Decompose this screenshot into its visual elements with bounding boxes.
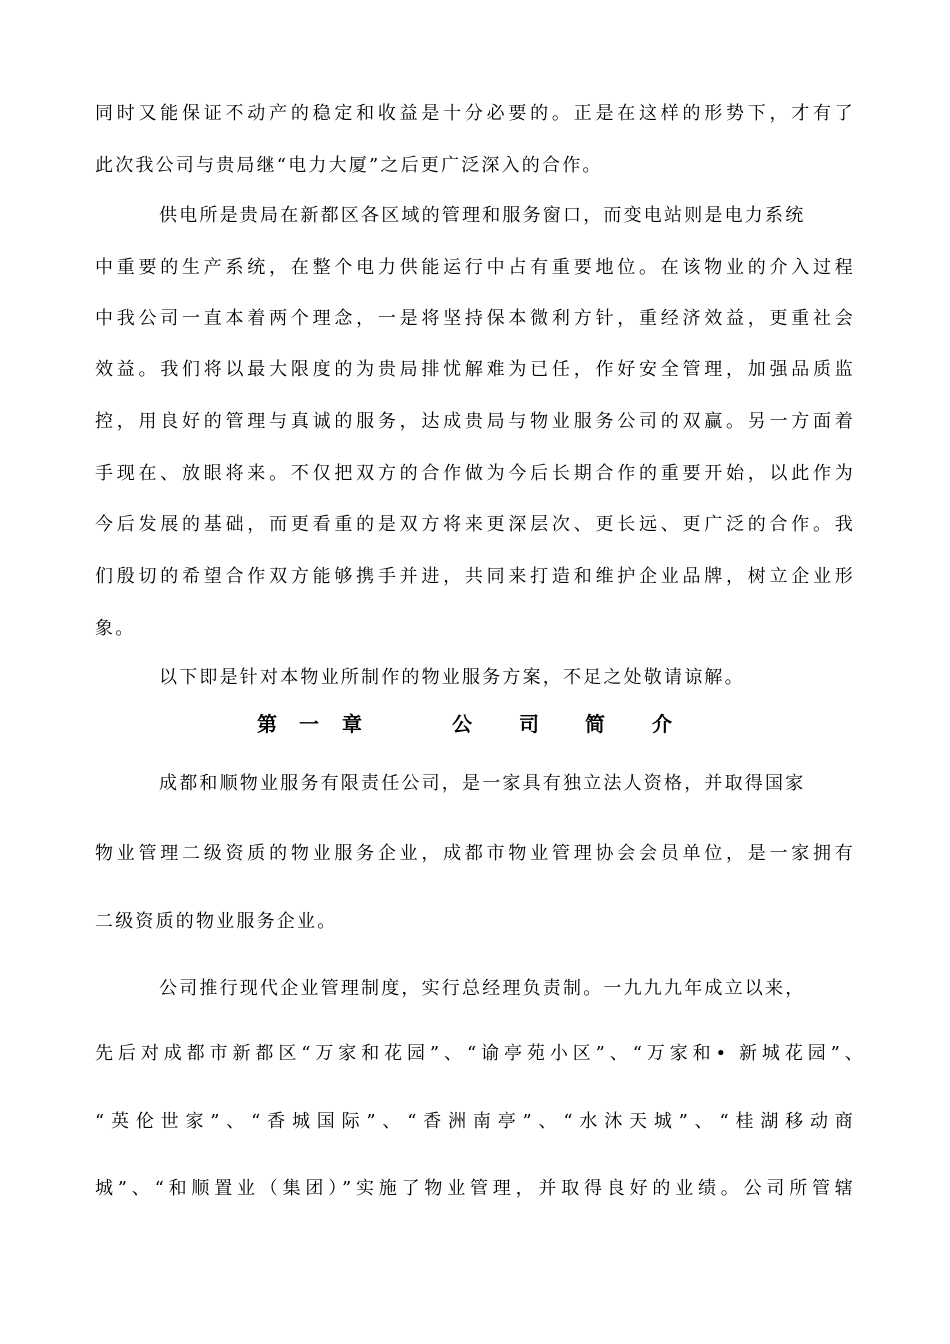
paragraph-line: 中重要的生产系统，在整个电力供能运行中占有重要地位。在该物业的介入过程 — [95, 257, 855, 278]
paragraph-line: 城”、“和顺置业（集团）”实施了物业管理，并取得良好的业绩。公司所管辖 — [95, 1178, 855, 1199]
paragraph-line: 今后发展的基础，而更看重的是双方将来更深层次、更长远、更广泛的合作。我 — [95, 514, 855, 535]
paragraph-line: 物业管理二级资质的物业服务企业，成都市物业管理协会会员单位，是一家拥有 — [95, 843, 855, 864]
paragraph-line: 中我公司一直本着两个理念，一是将坚持保本微利方针，重经济效益，更重社会 — [95, 308, 855, 329]
paragraph-line: 们殷切的希望合作双方能够携手并进，共同来打造和维护企业品牌，树立企业形 — [95, 566, 855, 587]
paragraph-line: 供电所是贵局在新都区各区域的管理和服务窗口，而变电站则是电力系统 — [159, 205, 806, 226]
paragraph-line: 公司推行现代企业管理制度，实行总经理负责制。一九九九年成立以来， — [159, 978, 806, 999]
paragraph-line: 象。 — [95, 618, 136, 639]
chapter-number-char: 一 — [299, 712, 319, 736]
chapter-title-char: 介 — [652, 712, 672, 736]
paragraph-line: 控，用良好的管理与真诚的服务，达成贵局与物业服务公司的双赢。另一方面着 — [95, 411, 855, 432]
paragraph-line: 先后对成都市新都区“万家和花园”、“谕亭苑小区”、“万家和• 新城花园”、 — [95, 1043, 865, 1064]
chapter-heading — [0, 709, 950, 739]
chapter-number-char: 第 — [257, 712, 277, 736]
paragraph-line: 手现在、放眼将来。不仅把双方的合作做为今后长期合作的重要开始，以此作为 — [95, 463, 855, 484]
paragraph-line: “英伦世家”、“香城国际”、“香洲南亭”、“水沐天城”、“桂湖移动商 — [95, 1111, 855, 1132]
chapter-title-char: 司 — [519, 712, 539, 736]
paragraph-line: 效益。我们将以最大限度的为贵局排忧解难为已任，作好安全管理，加强品质监 — [95, 359, 855, 380]
paragraph-line: 成都和顺物业服务有限责任公司，是一家具有独立法人资格，并取得国家 — [159, 773, 806, 794]
chapter-title-char: 简 — [585, 712, 605, 736]
paragraph-line: 同时又能保证不动产的稳定和收益是十分必要的。正是在这样的形势下，才有了 — [95, 103, 855, 124]
chapter-title-char: 公 — [452, 712, 472, 736]
chapter-number-char: 章 — [342, 712, 362, 736]
paragraph-line: 以下即是针对本物业所制作的物业服务方案，不足之处敬请谅解。 — [159, 667, 745, 688]
paragraph-line: 此次我公司与贵局继“电力大厦”之后更广泛深入的合作。 — [95, 155, 603, 176]
paragraph-line: 二级资质的物业服务企业。 — [95, 911, 338, 932]
